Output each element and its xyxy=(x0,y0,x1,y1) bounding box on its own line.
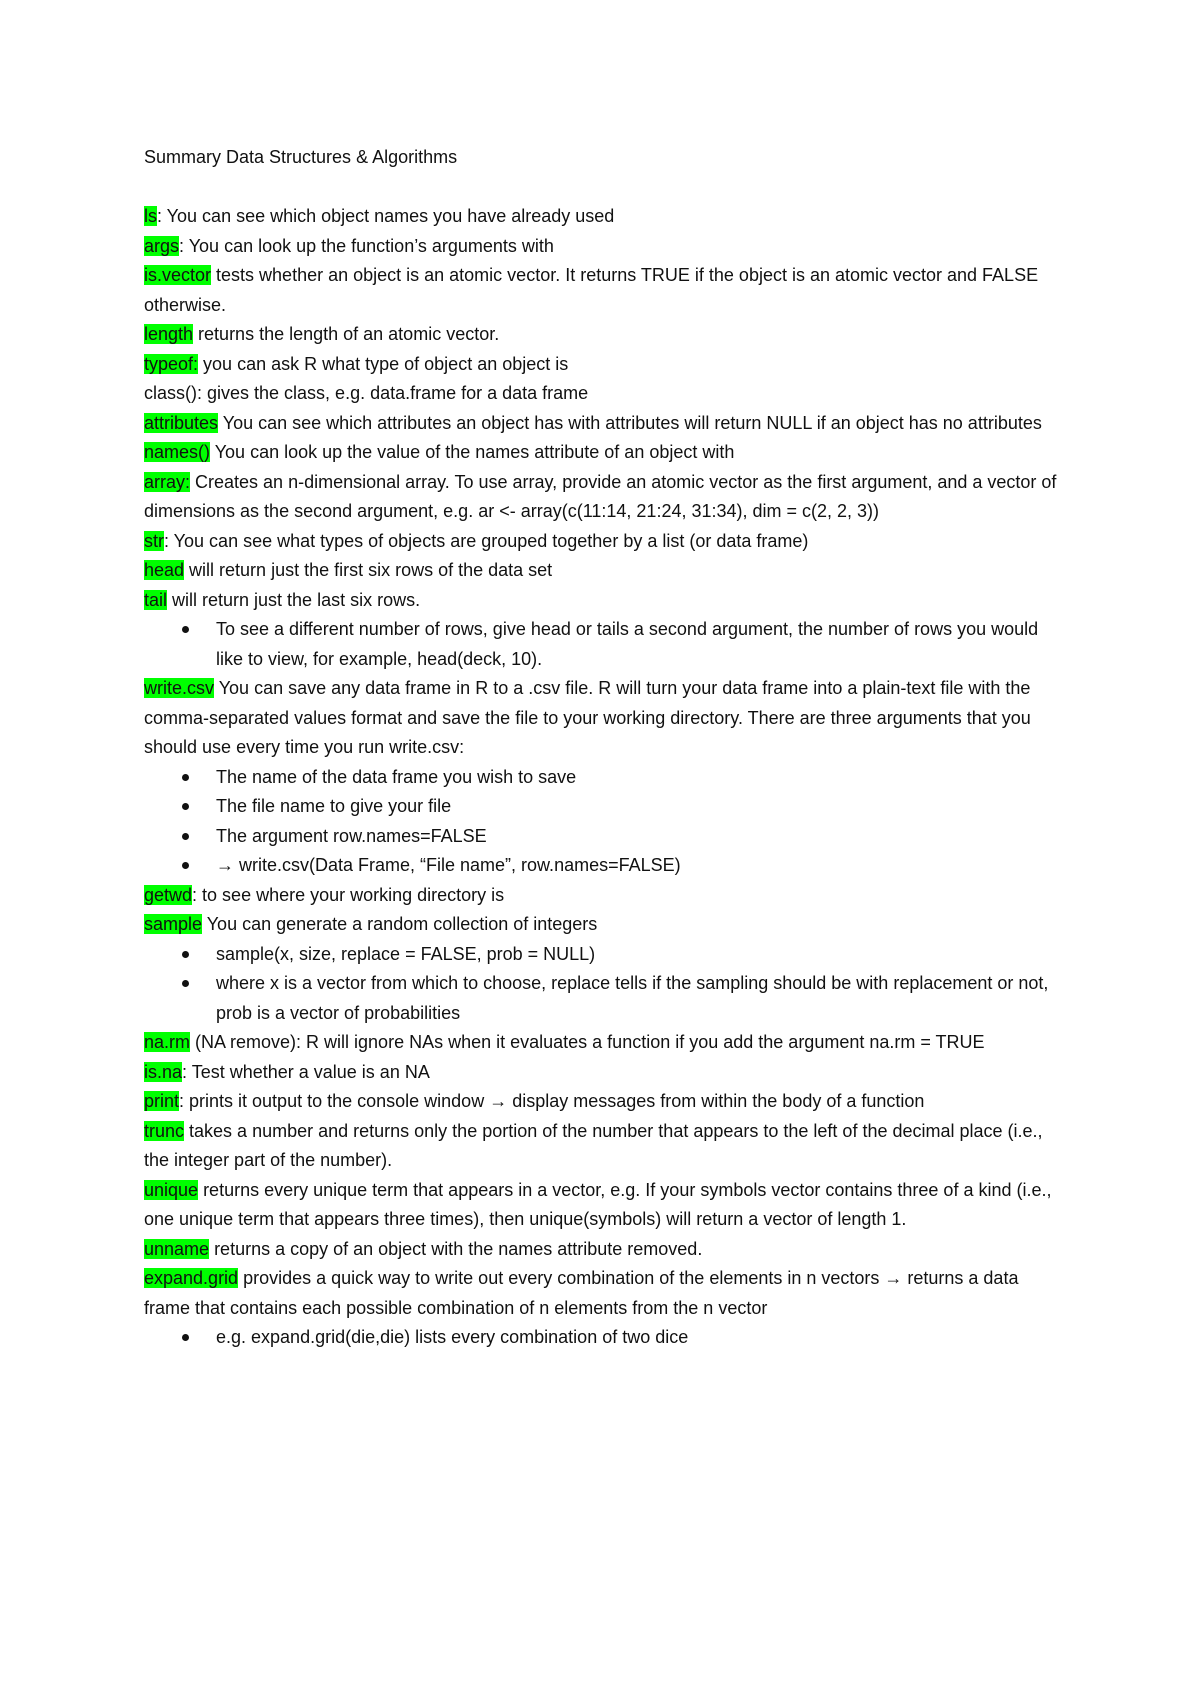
entry xyxy=(144,409,1060,439)
highlighted-keyword: is.vector xyxy=(144,265,212,285)
highlighted-keyword: typeof: xyxy=(144,353,199,374)
bullet-item xyxy=(216,1323,1060,1353)
entry-description: : You can see what types of objects are grouped together by a list (or data frame) xyxy=(164,530,809,551)
document-title: Summary Data Structures & Algorithms xyxy=(144,147,458,167)
bullet-item xyxy=(216,792,1060,822)
entry xyxy=(144,379,1060,409)
entry-description: (NA remove): R will ignore NAs when it evaluates a function if you add the argument na.rm = TRUE xyxy=(190,1032,985,1052)
bullet-dot-icon xyxy=(182,803,189,810)
bullet-text: To see a different number of rows, give head or tails a second argument, the number of rows you would like to view, for example, head(deck, 10). xyxy=(216,619,1039,669)
entry xyxy=(144,910,1060,940)
bullet-list xyxy=(144,615,1060,674)
bullet-list xyxy=(144,1323,1060,1353)
entry xyxy=(144,1058,1060,1088)
entry-description: You can look up the value of the names attribute of an object with xyxy=(210,442,735,462)
entry-description: will return just the last six rows. xyxy=(167,589,421,610)
bullet-text: → write.csv(Data Frame, “File name”, row.names=FALSE) xyxy=(216,855,681,875)
entry xyxy=(144,1235,1060,1265)
highlighted-keyword: attributes xyxy=(144,412,219,433)
entry-description: returns every unique term that appears in a vector, e.g. If your symbols vector contains three of a kind (i.e., one unique term that appears three times), then unique(symbols) will return a vector of length 1. xyxy=(144,1179,1052,1229)
highlighted-keyword: unique xyxy=(144,1179,199,1200)
bullet-dot-icon xyxy=(182,774,189,781)
entry xyxy=(144,1087,1060,1117)
entry-description: provides a quick way to write out every combination of the elements in n vectors → returns a data frame that contains each possible combination of n elements from the n vector xyxy=(144,1268,1019,1318)
entry-description: returns a copy of an object with the names attribute removed. xyxy=(209,1238,703,1259)
entry xyxy=(144,468,1060,527)
highlighted-keyword: args xyxy=(144,235,180,256)
entry xyxy=(144,674,1060,763)
entry xyxy=(144,1028,1060,1058)
bullet-dot-icon xyxy=(182,980,189,987)
entry xyxy=(144,350,1060,380)
highlighted-keyword: trunc xyxy=(144,1120,185,1141)
entry-description: : to see where your working directory is xyxy=(192,884,505,905)
document-body xyxy=(144,143,1060,1353)
bullet-item xyxy=(216,940,1060,970)
entry-description: You can generate a random collection of integers xyxy=(202,914,598,934)
entry xyxy=(144,438,1060,468)
entry xyxy=(144,320,1060,350)
entry xyxy=(144,202,1060,232)
highlighted-keyword: print xyxy=(144,1091,180,1111)
highlighted-keyword: getwd xyxy=(144,884,193,905)
entry-description: takes a number and returns only the portion of the number that appears to the left of the decimal place (i.e., the integer part of the number). xyxy=(144,1120,1043,1170)
bullet-list xyxy=(144,940,1060,1029)
entry xyxy=(144,261,1060,320)
entry xyxy=(144,1117,1060,1176)
entry-description: Creates an n-dimensional array. To use array, provide an atomic vector as the first argument, and a vector of dimensions as the second argument, e.g. ar <- array(c(11:14, 21:24, 31:34), dim = c(2, 2, 3)) xyxy=(144,471,1057,521)
entry xyxy=(144,527,1060,557)
entry-list xyxy=(144,202,1060,1353)
highlighted-keyword: tail xyxy=(144,589,168,610)
highlighted-keyword: is.na xyxy=(144,1061,183,1082)
bullet-text: e.g. expand.grid(die,die) lists every combination of two dice xyxy=(216,1327,689,1347)
highlighted-keyword: array: xyxy=(144,471,191,492)
entry-description: : prints it output to the console window → display messages from within the body of a function xyxy=(179,1091,925,1111)
entry xyxy=(144,586,1060,616)
bullet-text: The argument row.names=FALSE xyxy=(216,825,487,846)
highlighted-keyword: length xyxy=(144,324,194,344)
entry-text: class(): gives the class, e.g. data.frame for a data frame xyxy=(144,383,589,403)
bullet-text: The name of the data frame you wish to save xyxy=(216,766,577,787)
bullet-item xyxy=(216,969,1060,1028)
highlighted-keyword: ls xyxy=(144,206,157,226)
entry xyxy=(144,556,1060,586)
entry-description: You can see which attributes an object has with attributes will return NULL if an object has no attributes xyxy=(218,412,1042,433)
bullet-dot-icon xyxy=(182,951,189,958)
bullet-text: The file name to give your file xyxy=(216,796,452,816)
entry-description: will return just the first six rows of the data set xyxy=(184,560,553,580)
highlighted-keyword: str xyxy=(144,530,164,551)
entry xyxy=(144,1264,1060,1323)
highlighted-keyword: head xyxy=(144,560,185,580)
highlighted-keyword: names() xyxy=(144,442,211,462)
bullet-dot-icon xyxy=(182,1334,189,1341)
bullet-item xyxy=(216,763,1060,793)
bullet-text: where x is a vector from which to choose, replace tells if the sampling should be with replacement or not, prob is a vector of probabilities xyxy=(216,973,1049,1023)
entry-description: You can save any data frame in R to a .csv file. R will turn your data frame into a plain-text file with the comma-separated values format and save the file to your working directory. There are three arguments that you should use every time you run write.csv: xyxy=(144,678,1031,757)
bullet-dot-icon xyxy=(182,833,189,840)
highlighted-keyword: expand.grid xyxy=(144,1268,239,1288)
entry-description: you can ask R what type of object an object is xyxy=(198,353,569,374)
bullet-item xyxy=(216,851,1060,881)
bullet-list xyxy=(144,763,1060,881)
highlighted-keyword: sample xyxy=(144,914,203,934)
bullet-item xyxy=(216,822,1060,852)
entry-description: : You can see which object names you have already used xyxy=(157,206,615,226)
entry-description: : Test whether a value is an NA xyxy=(182,1061,430,1082)
entry xyxy=(144,1176,1060,1235)
bullet-dot-icon xyxy=(182,862,189,869)
highlighted-keyword: unname xyxy=(144,1238,210,1259)
entry-description: : You can look up the function’s arguments with xyxy=(179,235,554,256)
entry-description: returns the length of an atomic vector. xyxy=(193,324,500,344)
entry-description: tests whether an object is an atomic vector. It returns TRUE if the object is an atomic vector and FALSE otherwise. xyxy=(144,265,1039,315)
bullet-dot-icon xyxy=(182,626,189,633)
highlighted-keyword: write.csv xyxy=(144,678,215,698)
highlighted-keyword: na.rm xyxy=(144,1032,191,1052)
bullet-text: sample(x, size, replace = FALSE, prob = NULL) xyxy=(216,943,596,964)
entry xyxy=(144,881,1060,911)
bullet-item xyxy=(216,615,1060,674)
entry xyxy=(144,232,1060,262)
